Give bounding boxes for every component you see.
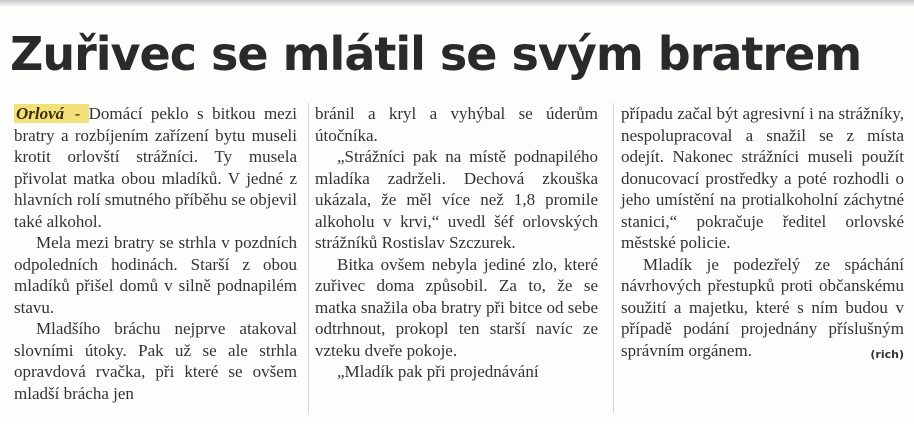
paragraph: „Mladík pak při projednávání bbox=[337, 362, 539, 381]
column-1 bbox=[14, 103, 297, 404]
top-border bbox=[0, 0, 914, 6]
paragraph-text: Mladík je podezřelý ze spáchání návrhových přestupků proti občanskému soužití a majetku, které s ním budou v případě podání projednány příslušným správním orgánem. bbox=[621, 254, 904, 360]
dateline-separator: - bbox=[66, 104, 89, 123]
paragraph: Mela mezi bratry se strhla v pozdních odpoledních hodinách. Starší z obou mladíků přišel domů v silně podnapilém stavu. bbox=[14, 233, 297, 317]
paragraph: bránil a kryl a vyhýbal se úderům útočníka. bbox=[315, 104, 598, 145]
paragraph-text: Domácí peklo s bitkou mezi bratry a rozbíjením zařízení bytu museli krotit orlovští strážníci. Ty musela přivolat matka obou mladíků. V jedné z hlavních rolí smutného příběhu se objevil také alkohol. bbox=[14, 104, 297, 231]
column-divider bbox=[308, 103, 309, 413]
headline: Zuřivec se mlátil se svým bratrem bbox=[10, 27, 862, 81]
column-2 bbox=[315, 103, 598, 383]
column-divider bbox=[613, 103, 614, 413]
paragraph: Bitka ovšem nebyla jediné zlo, které zuřivec doma způsobil. Za to, že se matka snažila oba bratry při bitce od sebe odtrhnout, prokopl ten starší navíc ze vzteku dveře pokoje. bbox=[315, 254, 598, 360]
dateline: Orlová bbox=[16, 104, 65, 123]
paragraph: případu začal být agresivní i na strážníky, nespolupracoval a snažil se z místa odejít. Nakonec strážníci museli použít donucovací prostředky a poté rozhodli o jeho umístění na protialkoholní záchytné stanici,“ pokračuje ředitel orlovské městské policie. bbox=[621, 104, 904, 252]
paragraph: Mladšího bráchu nejprve atakoval slovními útoky. Pak už se ale strhla opravdová rvačka, při které se ovšem mladší brácha jen bbox=[14, 319, 297, 403]
column-3 bbox=[621, 103, 904, 365]
paragraph bbox=[621, 254, 904, 362]
paragraph: „Strážníci pak na místě podnapilého mladíka zadrželi. Dechová zkouška ukázala, že měl více než 1,8 promile alkoholu v krvi,“ uvedl šéf orlovských strážníků Rostislav Szczurek. bbox=[315, 147, 598, 252]
paragraph bbox=[14, 103, 297, 232]
author-signature: (rich) bbox=[870, 347, 904, 361]
article-body bbox=[14, 103, 904, 418]
